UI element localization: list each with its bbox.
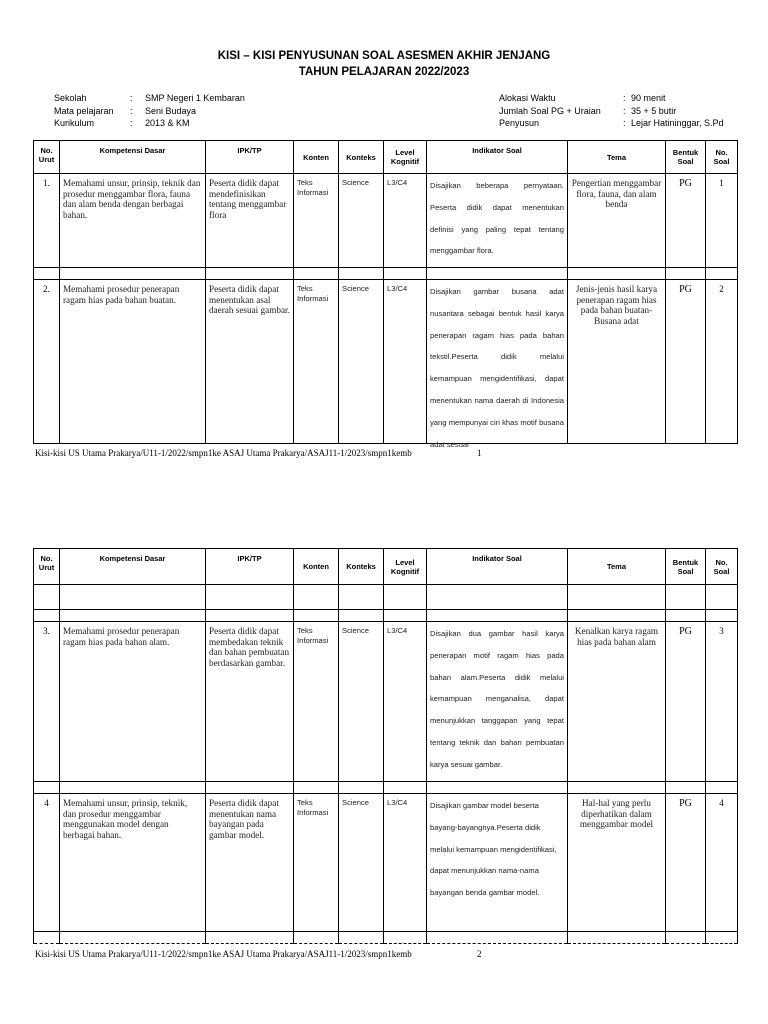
- header-ipk: IPK/TP: [206, 549, 294, 585]
- row-separator: [34, 932, 738, 944]
- page-number: 1: [477, 448, 482, 458]
- cell-no-soal: 1: [706, 174, 738, 268]
- cell-no: 4: [34, 794, 60, 932]
- meta-value: Seni Budaya: [145, 105, 197, 116]
- cell-bentuk: PG: [666, 794, 706, 932]
- meta-right: [499, 92, 724, 130]
- header-konteks: Konteks: [339, 549, 384, 585]
- cell-indikator: Disajikan beberapa pernyataan. Peserta didik dapat menentukan definisi yang paling tepat tentang menggambar flora.: [427, 174, 568, 268]
- cell-no-soal: 2: [706, 280, 738, 444]
- cell-konteks: Science: [339, 622, 384, 782]
- meta-value: 2013 & KM: [145, 118, 190, 128]
- row-separator: [34, 268, 738, 280]
- header-kompetensi-dasar: Kompetensi Dasar: [60, 141, 206, 174]
- header-level: Level Kognitif: [384, 141, 427, 174]
- meta-row-sekolah: [54, 92, 245, 105]
- cell-bentuk: PG: [666, 622, 706, 782]
- indikator-text: Disajikan gambar busana adat nusantara sebagai bentuk hasil karya penerapan ragam hias pada bahan tekstil.Peserta didik melalui kemampuan mengidentifikasi, dapat menentukan nama daerah di Indonesia yang mempunyai ciri khas motif busana adat sesuai: [430, 287, 564, 449]
- cell-no: 1.: [34, 174, 60, 268]
- row-separator: [34, 782, 738, 794]
- document-title: KISI – KISI PENYUSUNAN SOAL ASESMEN AKHIR JENJANG: [217, 50, 551, 62]
- table-header-row: [34, 141, 738, 174]
- table-row: [34, 622, 738, 782]
- kisi-table-page-1: [33, 140, 738, 449]
- meta-label: Alokasi Waktu: [499, 93, 556, 103]
- cell-konteks: Science: [339, 794, 384, 932]
- cell-bentuk: PG: [666, 174, 706, 268]
- meta-value: Lejar Hatininggar, S.Pd: [631, 118, 724, 128]
- cell-level: L3/C4: [384, 280, 427, 444]
- cell-ipk: Peserta didik dapat membedakan teknik dan bahan pembuatan berdasarkan gambar.: [206, 622, 294, 782]
- header-konteks: Konteks: [339, 141, 384, 174]
- cell-konteks: Science: [339, 174, 384, 268]
- header-konten: Konten: [294, 549, 339, 585]
- header-indikator: Indikator Soal: [427, 549, 568, 585]
- cell-no-soal: 3: [706, 622, 738, 782]
- cell-no: 2.: [34, 280, 60, 444]
- cell-indikator: [427, 280, 568, 449]
- header-indikator: Indikator Soal: [427, 141, 568, 174]
- kisi-table-page-2: [33, 548, 738, 944]
- cell-level: L3/C4: [384, 174, 427, 268]
- cell-kd: Memahami unsur, prinsip, teknik, dan prosedur menggambar menggunakan model dengan berbagai bahan.: [60, 794, 206, 932]
- header-no-urut: No. Urut: [34, 141, 60, 174]
- meta-label: Kurikulum: [54, 118, 95, 128]
- header-ipk: IPK/TP: [206, 141, 294, 174]
- cell-ipk: Peserta didik dapat menentukan nama bayangan pada gambar model.: [206, 794, 294, 932]
- table-row: [34, 280, 738, 444]
- meta-colon: :: [623, 93, 626, 103]
- cell-tema: Pengertian menggambar flora, fauna, dan alam benda: [568, 174, 666, 268]
- cell-konten: Teks Informasi: [294, 794, 339, 932]
- meta-row-kurikulum: [54, 117, 245, 130]
- meta-row-alokasi: [499, 92, 724, 105]
- cell-tema: Kenalkan karya ragam hias pada bahan alam: [568, 622, 666, 782]
- meta-row-mapel: [54, 105, 245, 118]
- header-no-soal: No. Soal: [706, 141, 738, 174]
- cell-ipk: Peserta didik dapat menentukan asal daerah sesuai gambar.: [206, 280, 294, 444]
- meta-colon: :: [623, 118, 626, 128]
- header-level: Level Kognitif: [384, 549, 427, 585]
- meta-colon: :: [130, 105, 133, 116]
- meta-value: SMP Negeri 1 Kembaran: [145, 93, 245, 103]
- cell-konten: Teks Informasi: [294, 622, 339, 782]
- table-header-row: [34, 549, 738, 585]
- cell-level: L3/C4: [384, 794, 427, 932]
- header-no-urut: No. Urut: [34, 549, 60, 585]
- page-number: 2: [477, 949, 482, 959]
- page-footer-2: [35, 949, 482, 959]
- header-tema: Tema: [568, 549, 666, 585]
- meta-value: 90 menit: [631, 93, 666, 103]
- cell-ipk: Peserta didik dapat mendefinisikan tentang menggambar flora: [206, 174, 294, 268]
- cell-indikator: Disajikan dua gambar hasil karya penerapan motif ragam hias pada bahan alam.Peserta didik melalui kemampuan menganalisa, dapat menunjukkan tanggapan yang tepat tentang teknik dan bahan pembuatan karya sesuai gambar.: [427, 622, 568, 782]
- footer-text: Kisi-kisi US Utama Prakarya/U11-1/2022/smpn1ke ASAJ Utama Prakarya/ASAJ11-1/2023/smpn1kemb: [35, 448, 412, 458]
- continued-row: [34, 585, 738, 610]
- meta-colon: :: [130, 93, 133, 103]
- meta-colon: :: [130, 118, 133, 128]
- header-kompetensi-dasar: Kompetensi Dasar: [60, 549, 206, 585]
- meta-label: Jumlah Soal PG + Uraian: [499, 105, 601, 116]
- table-row: [34, 794, 738, 932]
- cell-tema: Hal-hal yang perlu diperhatikan dalam menggambar model: [568, 794, 666, 932]
- cell-konten: Teks Informasi: [294, 280, 339, 444]
- table-row: [34, 174, 738, 268]
- meta-label: Mata pelajaran: [54, 105, 114, 116]
- footer-text: Kisi-kisi US Utama Prakarya/U11-1/2022/smpn1ke ASAJ Utama Prakarya/ASAJ11-1/2023/smpn1kemb: [35, 949, 412, 959]
- cell-kd: Memahami unsur, prinsip, teknik dan prosedur menggambar flora, fauna dan alam benda dengan berbagai bahan.: [60, 174, 206, 268]
- meta-left: [54, 92, 245, 130]
- meta-colon: :: [623, 105, 626, 116]
- cell-indikator: Disajikan gambar model beserta bayang-bayangnya.Peserta didik melalui kemampuan mengidentifikasi, dapat menunjukkan nama-nama bayangan benda gambar model.: [427, 794, 568, 932]
- header-tema: Tema: [568, 141, 666, 174]
- header-konten: Konten: [294, 141, 339, 174]
- cell-konteks: Science: [339, 280, 384, 444]
- meta-value: 35 + 5 butir: [631, 105, 677, 116]
- cell-kd: Memahami prosedur penerapan ragam hias pada bahan alam.: [60, 622, 206, 782]
- cell-tema: Jenis-jenis hasil karya penerapan ragam hias pada bahan buatan-Busana adat: [568, 280, 666, 444]
- document-subtitle: TAHUN PELAJARAN 2022/2023: [298, 66, 470, 78]
- header-no-soal: No. Soal: [706, 549, 738, 585]
- meta-row-jumlah: [499, 105, 724, 118]
- meta-label: Penyusun: [499, 118, 540, 128]
- header-bentuk-soal: Bentuk Soal: [666, 549, 706, 585]
- page-footer-1: [35, 448, 482, 458]
- cell-kd: Memahami prosedur penerapan ragam hias pada bahan buatan.: [60, 280, 206, 444]
- header-bentuk-soal: Bentuk Soal: [666, 141, 706, 174]
- cell-no: 3.: [34, 622, 60, 782]
- row-separator: [34, 610, 738, 622]
- cell-level: L3/C4: [384, 622, 427, 782]
- cell-bentuk: PG: [666, 280, 706, 444]
- meta-label: Sekolah: [54, 93, 87, 103]
- cell-no-soal: 4: [706, 794, 738, 932]
- meta-row-penyusun: [499, 117, 724, 130]
- cell-konten: Teks Informasi: [294, 174, 339, 268]
